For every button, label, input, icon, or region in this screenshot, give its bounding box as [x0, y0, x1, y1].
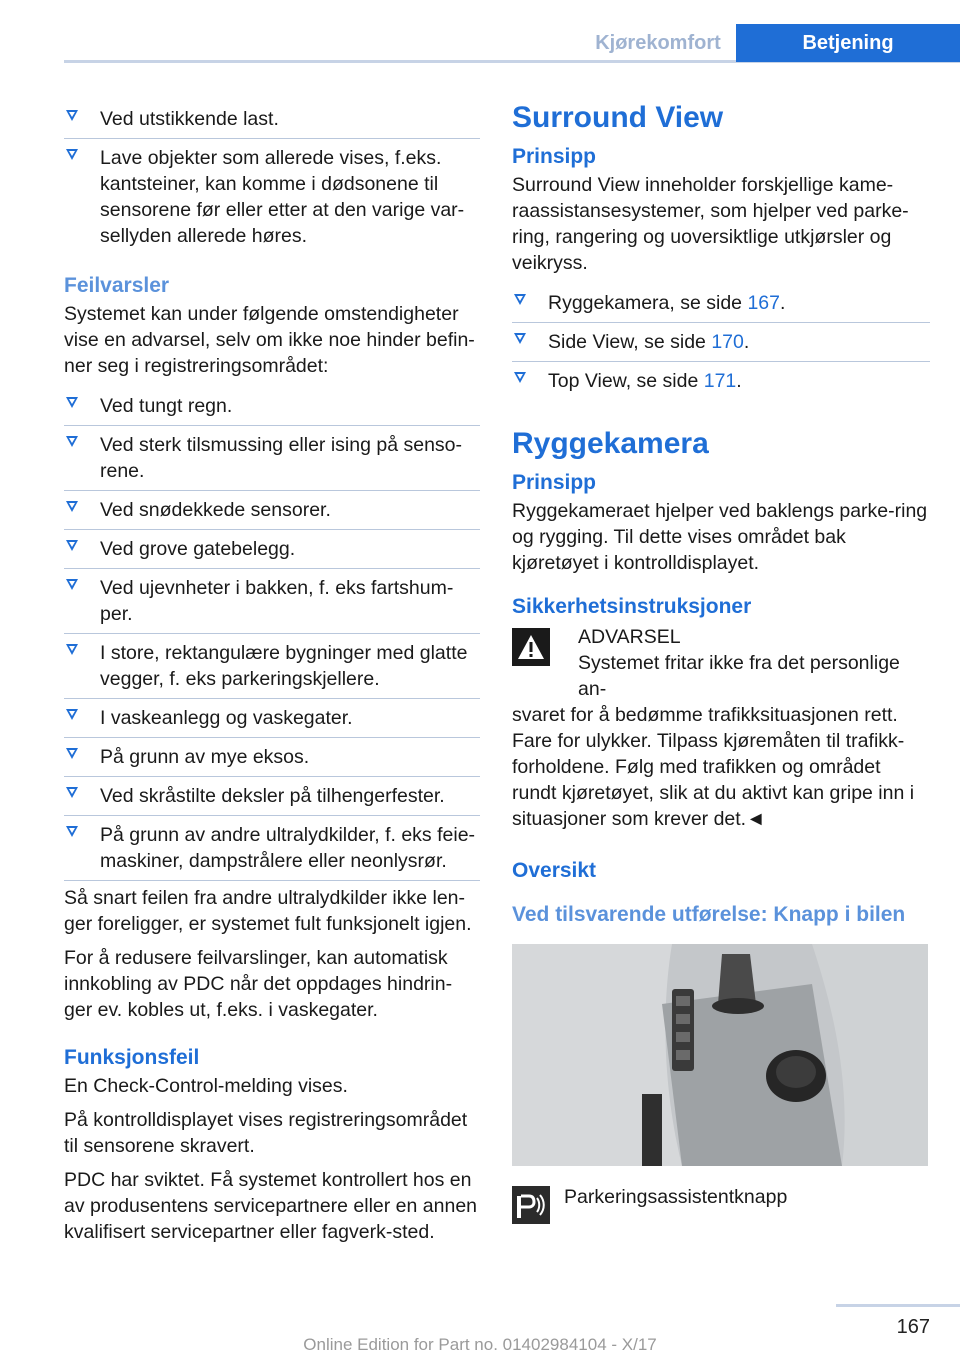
list-item: I store, rektangulære bygninger med glatte vegger, f. eks parkeringskjellere. [64, 634, 480, 699]
parking-assist-icon [512, 1186, 550, 1224]
list-item: På grunn av mye eksos. [64, 738, 480, 777]
heading-feilvarsler: Feilvarsler [64, 274, 170, 297]
list-item: Ved tungt regn. [64, 387, 480, 426]
title-ryggekamera: Ryggekamera [512, 427, 709, 460]
list-item: Top View, se side 171. [512, 362, 930, 400]
edition-footer: Online Edition for Part no. 01402984104 - X/17 [303, 1335, 657, 1354]
list-item: Ved ujevnheter i bakken, f. eks fartshum‐per. [64, 569, 480, 634]
triangle-bullet-icon [66, 501, 78, 512]
list-item: Side View, se side 170. [512, 323, 930, 362]
caption-row [512, 1184, 930, 1224]
list-item: Ved snødekkede sensorer. [64, 491, 480, 530]
triangle-bullet-icon [66, 748, 78, 759]
reference-list [512, 284, 930, 400]
left-column [64, 100, 480, 1253]
heading-utforelse: Ved tilsvarende utførelse: Knapp i bilen [512, 903, 906, 926]
paragraph-pdc-auto: For å redusere feilvarslinger, kan automatisk innkobling av PDC når det oppdages hindrin‐ger ev. kobles ut, f.eks. i vaskegater. [64, 947, 453, 1021]
triangle-bullet-icon [66, 787, 78, 798]
feilvarsler-text: Systemet kan under følgende omstendigheter vise en advarsel, selv om ikke noe hinder befin‐ner seg i registreringsområdet: [64, 303, 475, 377]
car-console-photo [512, 944, 928, 1166]
heading-oversikt: Oversikt [512, 859, 597, 882]
right-column [512, 100, 930, 1224]
list-item: I vaskeanlegg og vaskegater. [64, 699, 480, 738]
list-item: På grunn av andre ultralydkilder, f. eks feie‐maskiner, dampstrålere eller neonlysrør. [64, 816, 480, 881]
paragraph-ultrasound: Så snart feilen fra andre ultralydkilder ikke len‐ger foreligger, er systemet fult funksjonelt igjen. [64, 887, 472, 935]
triangle-bullet-icon [66, 644, 78, 655]
prinsipp-1-text: Surround View inneholder forskjellige kame‐raassistansesystemer, som hjelper ved parke‐ring, rangering og uoversiktlige utkjørsler og veikryss. [512, 174, 909, 274]
list-item: Ved utstikkende last. [64, 100, 480, 139]
title-surround-view: Surround View [512, 101, 724, 134]
warning-block [512, 624, 930, 832]
triangle-bullet-icon [514, 294, 526, 305]
warning-first-line: Systemet fritar ikke fra det personlige an‐ [578, 652, 900, 700]
page-number: 167 [896, 1316, 930, 1338]
list-item: Ved sterk tilsmussing eller ising på senso‐rene. [64, 426, 480, 491]
tab-betjening[interactable]: Betjening [736, 24, 960, 62]
false-alarm-list [64, 387, 480, 881]
heading-funksjonsfeil: Funksjonsfeil [64, 1046, 200, 1069]
funksjonsfeil-p3: PDC har sviktet. Få systemet kontrollert hos en av produsentens servicepartnere eller en annen kvalifisert servicepartner eller fagverk‐sted. [64, 1169, 478, 1243]
triangle-bullet-icon [66, 110, 78, 121]
list-item: Ved grove gatebelegg. [64, 530, 480, 569]
triangle-bullet-icon [66, 149, 78, 160]
tab-kjorekomfort[interactable]: Kjørekomfort [595, 32, 721, 54]
triangle-bullet-icon [514, 372, 526, 383]
list-item: Lave objekter som allerede vises, f.eks. kantsteiner, kan komme i dødsonene til sensorene før eller etter at den varige var‐sellyden allerede høres. [64, 139, 480, 255]
warning-text: svaret for å bedømme trafikksituasjonen rett. Fare for ulykker. Tilpass kjøremåten til trafikk‐forholdene. Følg med trafikken og området rundt kjøretøyet, slik at du aktivt kan gripe inn i situasjoner som krever det.◄ [512, 704, 915, 830]
funksjonsfeil-p2: På kontrolldisplayet vises registreringsområdet til sensorene skravert. [64, 1109, 468, 1157]
heading-prinsipp-2: Prinsipp [512, 471, 597, 494]
warning-label: ADVARSEL [578, 626, 681, 648]
exceptions-list [64, 100, 480, 255]
funksjonsfeil-p1: En Check-Control-melding vises. [64, 1075, 348, 1097]
warning-triangle-icon [512, 628, 550, 666]
footer-rule [836, 1304, 960, 1307]
triangle-bullet-icon [66, 436, 78, 447]
triangle-bullet-icon [66, 709, 78, 720]
page-link-171[interactable]: 171 [703, 370, 737, 392]
photo-caption: Parkeringsassistentknapp [564, 1186, 788, 1208]
list-item: Ved skråstilte deksler på tilhengerfester. [64, 777, 480, 816]
triangle-bullet-icon [514, 333, 526, 344]
list-item: Ryggekamera, se side 167. [512, 284, 930, 323]
triangle-bullet-icon [66, 397, 78, 408]
triangle-bullet-icon [66, 540, 78, 551]
heading-sikkerhet: Sikkerhetsinstruksjoner [512, 595, 752, 618]
triangle-bullet-icon [66, 826, 78, 837]
page-link-167[interactable]: 167 [747, 292, 780, 314]
prinsipp-2-text: Ryggekameraet hjelper ved baklengs parke‐ring og rygging. Til dette vises området bak kjøretøyet i kontrolldisplayet. [512, 500, 928, 574]
heading-prinsipp-1: Prinsipp [512, 145, 597, 168]
triangle-bullet-icon [66, 579, 78, 590]
page-link-170[interactable]: 170 [711, 331, 744, 353]
